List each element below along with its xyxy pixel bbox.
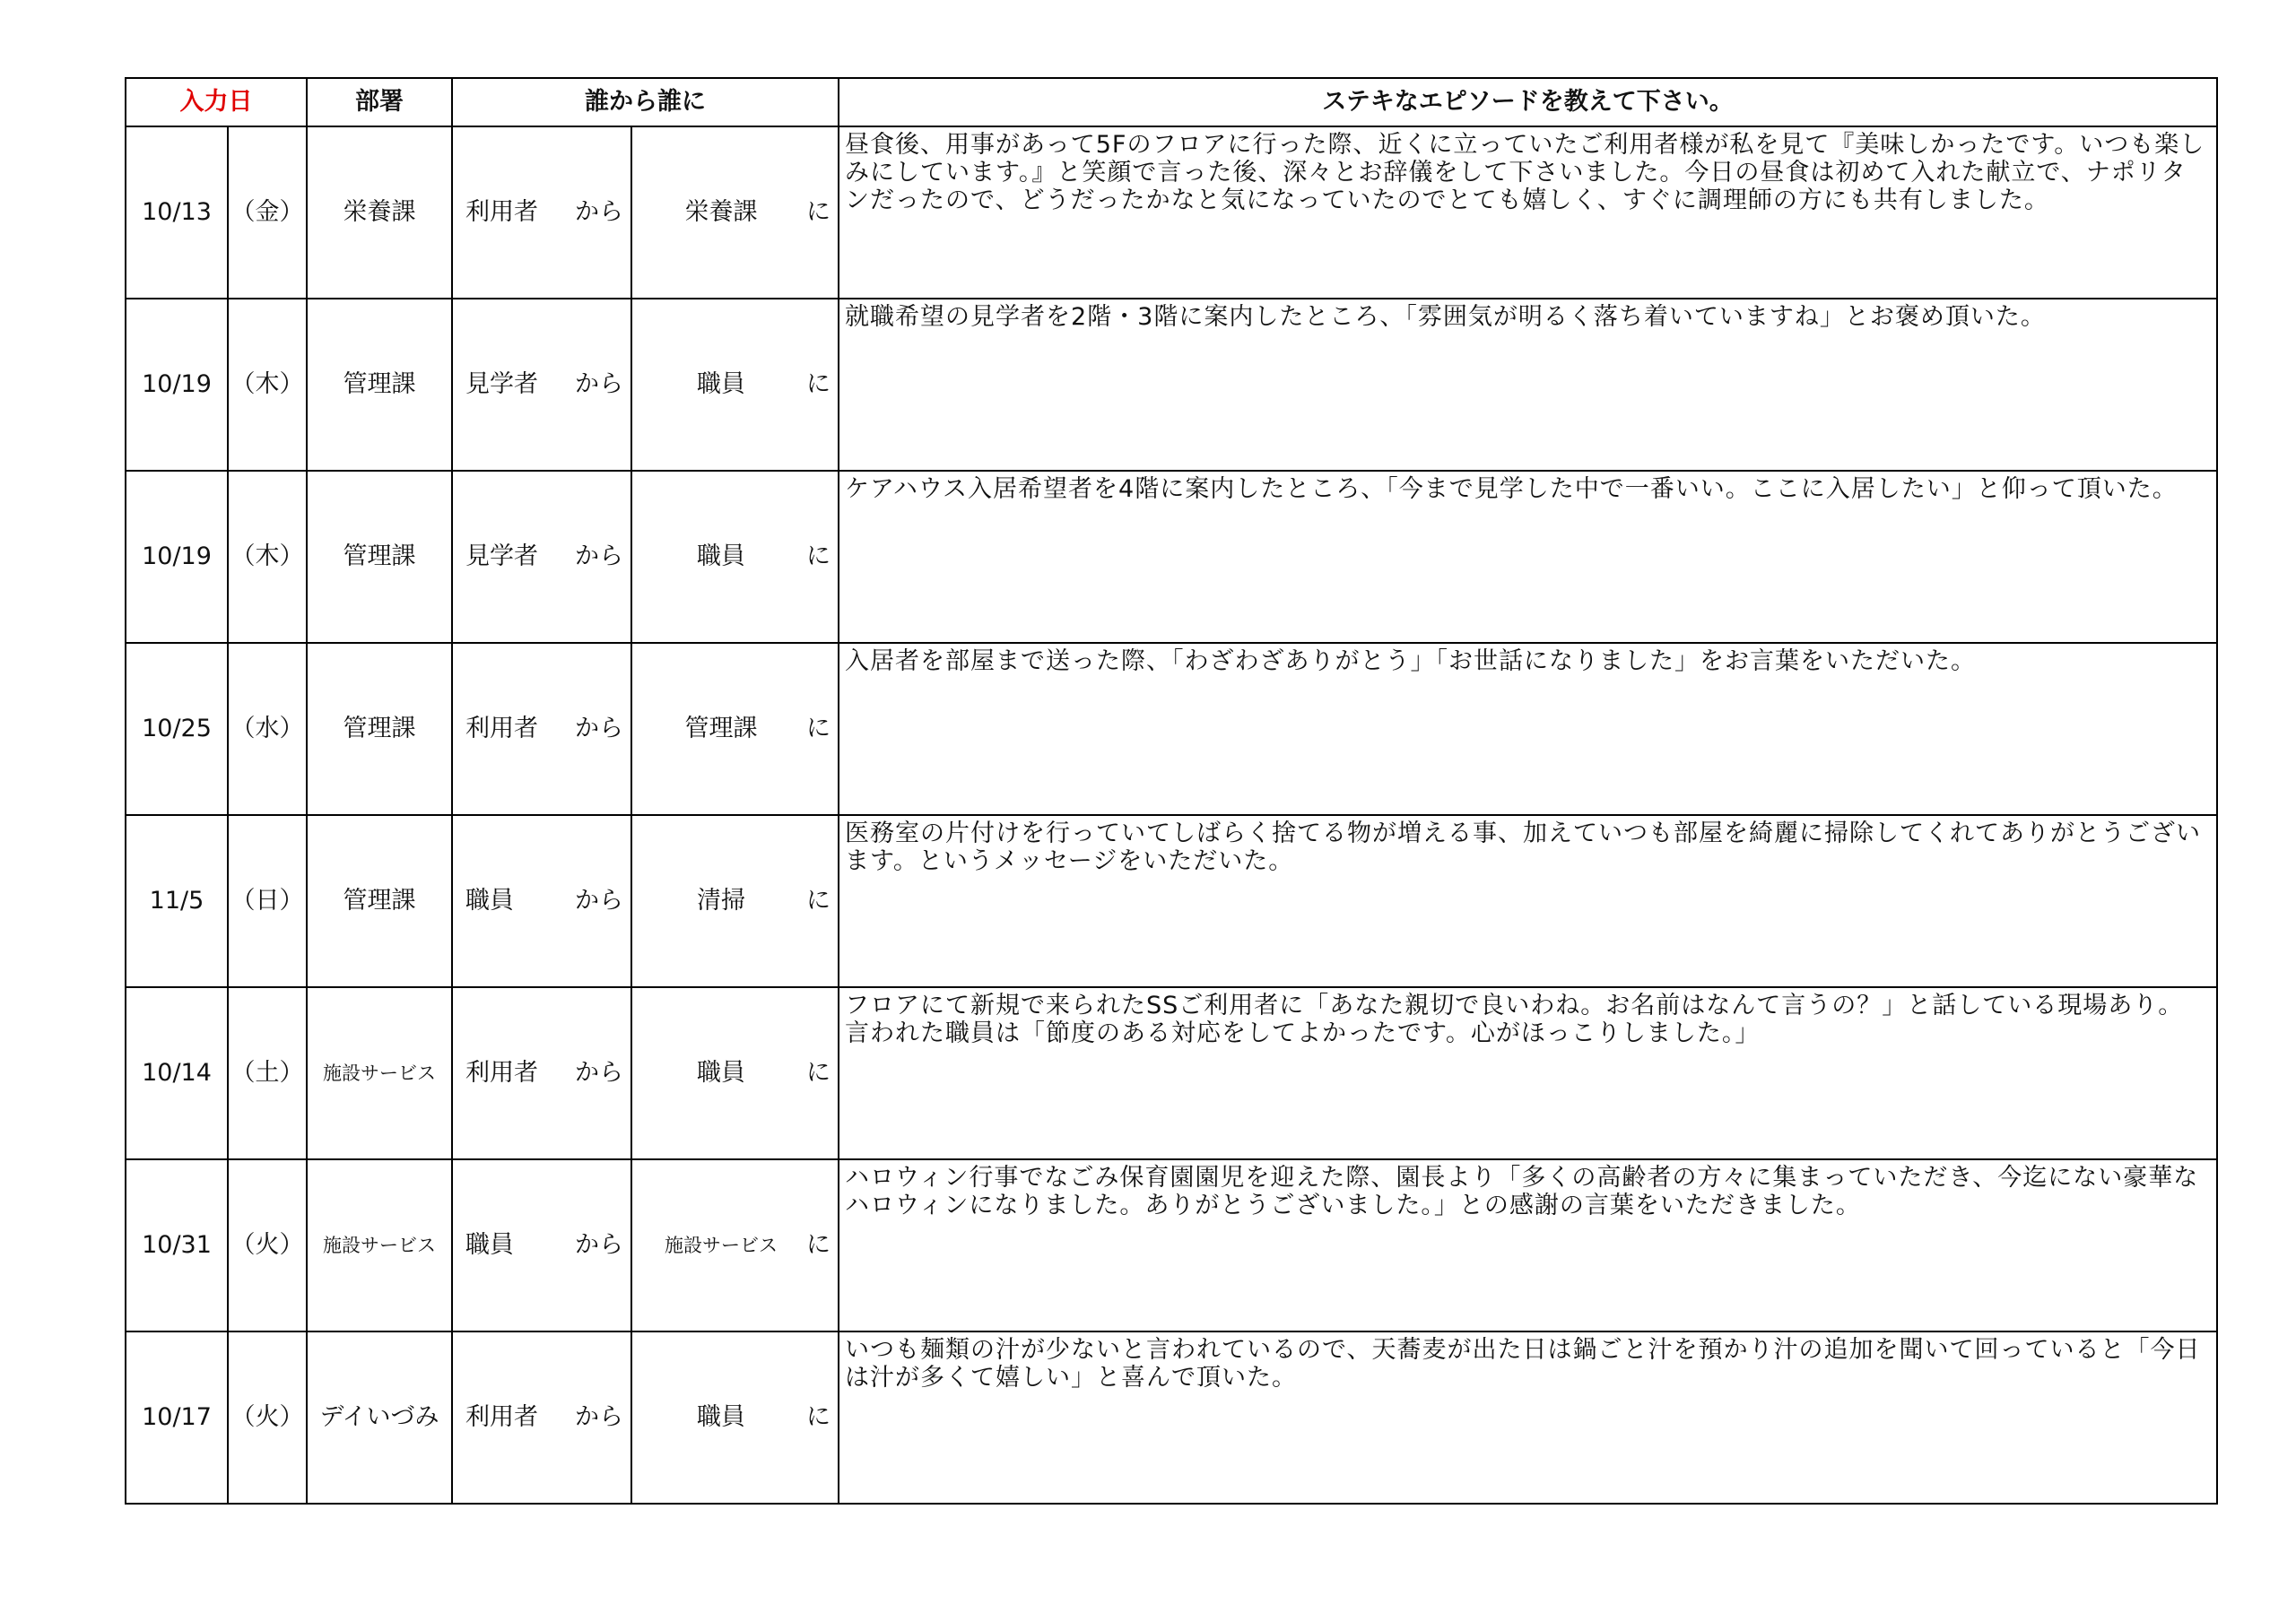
header-from-to: 誰から誰に xyxy=(452,78,839,126)
entry-to: 管理課 xyxy=(684,715,758,743)
entry-episode: 医務室の片付けを行っていてしばらく捨てる物が増える事、加えていつも部屋を綺麗に掃除してくれてありがとうございます。というメッセージをいただいた。 xyxy=(839,815,2217,987)
to-suffix: に xyxy=(806,1231,831,1260)
table-row xyxy=(126,126,2217,299)
entry-date: 11/5 xyxy=(126,815,228,987)
entry-to: 職員 xyxy=(697,370,745,399)
entry-date: 10/17 xyxy=(126,1331,228,1504)
from-suffix: から xyxy=(575,198,623,227)
entry-episode: 就職希望の見学者を2階・3階に案内したところ、「雰囲気が明るく落ち着いていますね」とお褒め頂いた。 xyxy=(839,299,2217,471)
entry-to: 職員 xyxy=(697,542,745,571)
entry-weekday: （火） xyxy=(228,1159,307,1331)
table-row xyxy=(126,643,2217,815)
entry-from: 見学者 xyxy=(465,542,538,571)
entry-to-cell xyxy=(631,987,839,1159)
entry-date: 10/31 xyxy=(126,1159,228,1331)
entry-date: 10/19 xyxy=(126,299,228,471)
from-suffix: から xyxy=(575,1059,623,1088)
entry-date: 10/19 xyxy=(126,471,228,643)
from-suffix: から xyxy=(575,1231,623,1260)
to-suffix: に xyxy=(806,715,831,743)
entry-episode: 入居者を部屋まで送った際、「わざわざありがとう」「お世話になりました」をお言葉をいただいた。 xyxy=(839,643,2217,815)
entry-from-cell xyxy=(452,987,631,1159)
entry-weekday: （木） xyxy=(228,299,307,471)
entry-from: 職員 xyxy=(465,887,514,915)
entry-from: 見学者 xyxy=(465,370,538,399)
entry-from: 利用者 xyxy=(465,1059,538,1088)
from-suffix: から xyxy=(575,542,623,571)
entry-weekday: （日） xyxy=(228,815,307,987)
header-episode: ステキなエピソードを教えて下さい。 xyxy=(839,78,2217,126)
entry-weekday: （土） xyxy=(228,987,307,1159)
to-suffix: に xyxy=(806,542,831,571)
entry-to-cell xyxy=(631,1331,839,1504)
entry-episode: ハロウィン行事でなごみ保育園園児を迎えた際、園長より「多くの高齢者の方々に集まっていただき、今迄にない豪華なハロウィンになりました。ありがとうございました。」との感謝の言葉をいただきました。 xyxy=(839,1159,2217,1331)
entry-department: 管理課 xyxy=(307,299,452,471)
entry-episode: 昼食後、用事があって5Fのフロアに行った際、近くに立っていたご利用者様が私を見て『美味しかったです。いつも楽しみにしています。』と笑顔で言った後、深々とお辞儀をして下さいました。今日の昼食は初めて入れた献立で、ナポリタンだったので、どうだったかなと気になっていたのでとても嬉しく、すぐに調理師の方にも共有しました。 xyxy=(839,126,2217,299)
entry-department: 管理課 xyxy=(307,471,452,643)
entry-weekday: （火） xyxy=(228,1331,307,1504)
header-row xyxy=(126,78,2217,126)
entry-date: 10/13 xyxy=(126,126,228,299)
entry-from-cell xyxy=(452,643,631,815)
from-suffix: から xyxy=(575,1403,623,1432)
entry-weekday: （金） xyxy=(228,126,307,299)
entry-to: 施設サービス xyxy=(665,1234,778,1256)
entry-from: 利用者 xyxy=(465,715,538,743)
entry-department: 施設サービス xyxy=(307,1159,452,1331)
entry-from: 職員 xyxy=(465,1231,514,1260)
entry-department: 施設サービス xyxy=(307,987,452,1159)
to-suffix: に xyxy=(806,198,831,227)
from-suffix: から xyxy=(575,715,623,743)
entry-to-cell xyxy=(631,126,839,299)
entry-to-cell xyxy=(631,815,839,987)
entry-weekday: （木） xyxy=(228,471,307,643)
header-department: 部署 xyxy=(307,78,452,126)
entry-to-cell xyxy=(631,1159,839,1331)
to-suffix: に xyxy=(806,887,831,915)
entry-from-cell xyxy=(452,1331,631,1504)
table-body xyxy=(126,126,2217,1504)
header-date: 入力日 xyxy=(126,78,307,126)
entry-to: 職員 xyxy=(697,1403,745,1432)
entry-date: 10/25 xyxy=(126,643,228,815)
entry-to: 栄養課 xyxy=(684,198,758,227)
from-suffix: から xyxy=(575,887,623,915)
entry-from-cell xyxy=(452,299,631,471)
entry-episode: フロアにて新規で来られたSSご利用者に「あなた親切で良いわね。お名前はなんて言うの？」と話している現場あり。言われた職員は「節度のある対応をしてよかったです。心がほっこりしました。」 xyxy=(839,987,2217,1159)
entry-to: 清掃 xyxy=(697,887,745,915)
entry-from: 利用者 xyxy=(465,1403,538,1432)
entry-department: 栄養課 xyxy=(307,126,452,299)
entry-to-cell xyxy=(631,643,839,815)
table-row xyxy=(126,987,2217,1159)
entry-to-cell xyxy=(631,471,839,643)
to-suffix: に xyxy=(806,1059,831,1088)
entry-from: 利用者 xyxy=(465,198,538,227)
table-row xyxy=(126,1331,2217,1504)
entry-episode: ケアハウス入居希望者を4階に案内したところ、「今まで見学した中で一番いい。ここに入居したい」と仰って頂いた。 xyxy=(839,471,2217,643)
from-suffix: から xyxy=(575,370,623,399)
entry-date: 10/14 xyxy=(126,987,228,1159)
entry-from-cell xyxy=(452,815,631,987)
entry-to-cell xyxy=(631,299,839,471)
entry-from-cell xyxy=(452,126,631,299)
table-row xyxy=(126,1159,2217,1331)
entry-to: 職員 xyxy=(697,1059,745,1088)
to-suffix: に xyxy=(806,1403,831,1432)
to-suffix: に xyxy=(806,370,831,399)
entry-department: 管理課 xyxy=(307,815,452,987)
entry-department: デイいづみ xyxy=(307,1331,452,1504)
entry-department: 管理課 xyxy=(307,643,452,815)
table-row xyxy=(126,299,2217,471)
episode-table xyxy=(125,77,2218,1505)
table-row xyxy=(126,815,2217,987)
entry-from-cell xyxy=(452,1159,631,1331)
entry-weekday: （水） xyxy=(228,643,307,815)
table-row xyxy=(126,471,2217,643)
entry-from-cell xyxy=(452,471,631,643)
entry-episode: いつも麺類の汁が少ないと言われているので、天蕎麦が出た日は鍋ごと汁を預かり汁の追加を聞いて回っていると「今日は汁が多くて嬉しい」と喜んで頂いた。 xyxy=(839,1331,2217,1504)
